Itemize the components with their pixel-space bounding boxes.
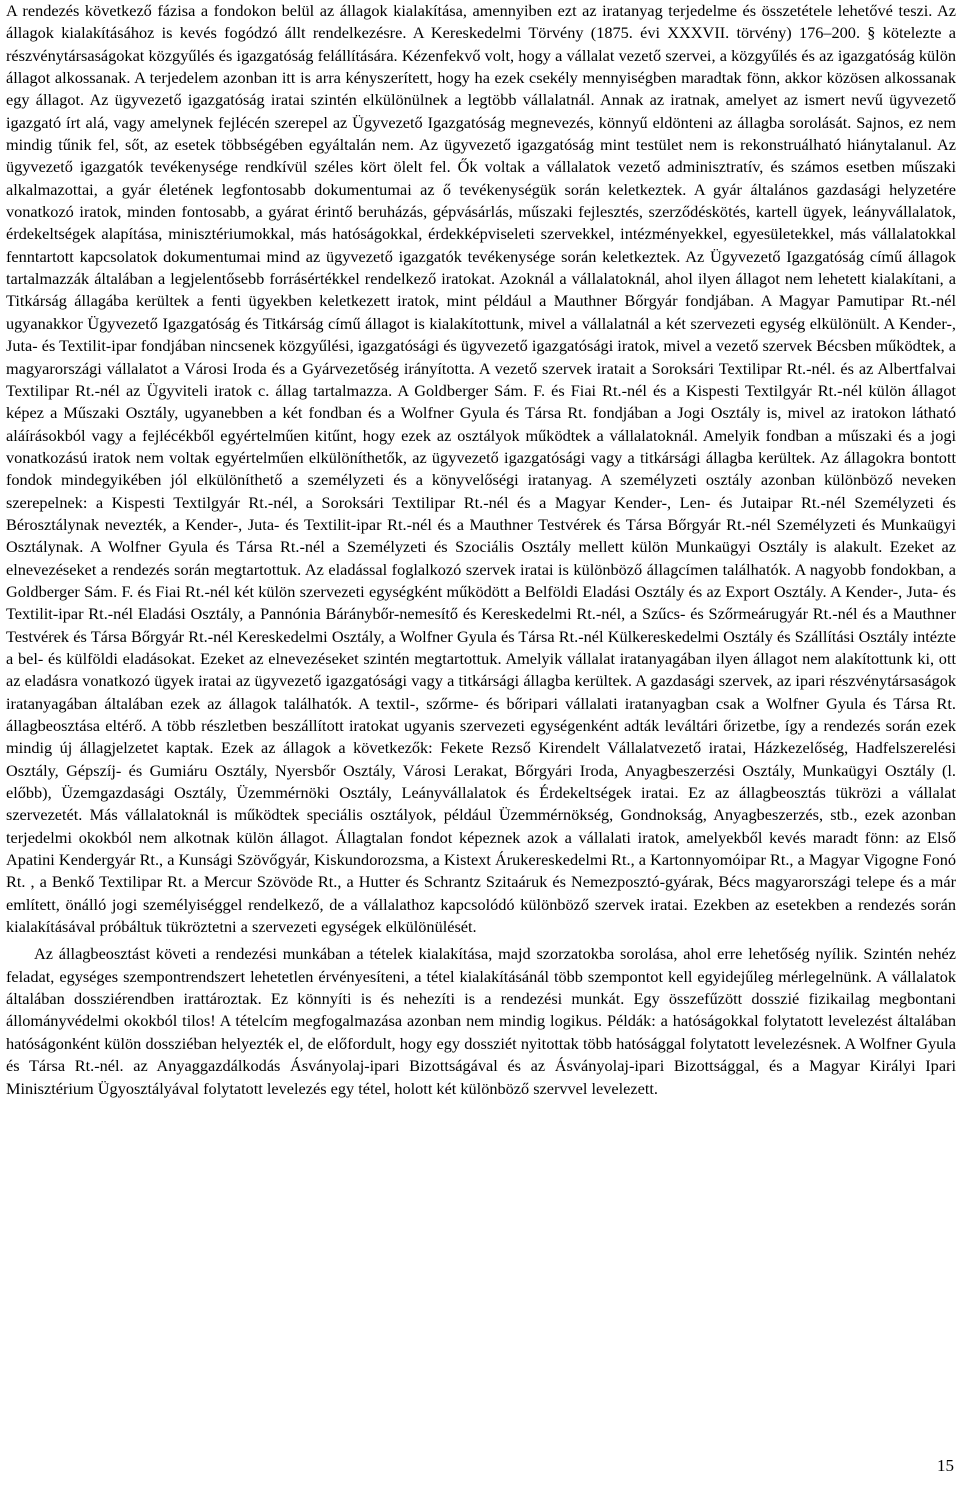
page-number: 15 xyxy=(937,1456,954,1475)
paragraph-1: A rendezés következő fázisa a fondokon belül az állagok kialakítása, amennyiben ezt az iratanyag terjedelme és összetétele lehetővé teszi. Az állagok kialakításához is kevés fogódzó állt rendelkezésre. A Kereskedelmi Törvény (1875. évi XXXVII. törvény) 176–200. § kötelezte a részvénytársaságokat közgyűlés és igazgatóság felállítására. Kézenfekvő volt, hogy a vállalat vezető szervei, a közgyűlés és az igazgatóság külön állagot alkossanak. A terjedelem azonban itt is arra kényszerített, hogy ha ezek csekély mennyiségben maradtak fönn, akkor közösen alkossanak egy állagot. Az ügyvezető igazgatóság iratai szintén elkülönülnek a legtöbb vállalatnál. Annak az iratnak, amelyet az ismert nevű ügyvezető igazgató írt alá, vagy amelynek fejlécén szerepel az Ügyvezető Igazgatóság megnevezés, könnyű eldönteni az állagba sorolását. Sajnos, ez nem mindig tűnik fel, sőt, az esetek többségében egyáltalán nem. Az ügyvezető igazgatóság mint testület nem is rekonstruálható hiánytalanul. Az ügyvezető igazgatók tevékenysége rendkívül széles kört ölelt fel. Ők voltak a vállalatok vezető adminisztratív, és számos esetben műszaki alkalmazottai, a gyár életének legfontosabb dokumentumai az ő tevékenységük során keletkeztek. A gyár általános gazdasági helyzetére vonatkozó iratok, minden fontosabb, a gyárat érintő beruházás, gépvásárlás, műszaki fejlesztés, szerződéskötés, kartell ügyek, leányvállalatok, érdekeltségek alapítása, minisztériumokkal, más hatóságokkal, érdekképviseleti szervekkel, intézményekkel, egyesületekkel, más vállalatokkal fenntartott kapcsolatok dokumentumai mind az ügyvezető igazgatók tevékenysége során keletkeztek. Az Ügyvezető Igazgatóság című állagok tartalmazzák általában a legjelentősebb forrásértékkel rendelkező iratokat. Azoknál a vállalatoknál, ahol ilyen állagot nem lehetett kialakítani, a Titkárság állagába kerültek a fenti ügyekben keletkezett iratok, mint például a Mauthner Bőrgyár fondjában. A Magyar Pamutipar Rt.-nél ugyanakkor Ügyvezető Igazgatóság és Titkárság című állagot is kialakítottunk, mivel a vállalatnál a két szervezeti egység elkülönült. A Kender-, Juta- és Textilit-ipar fondjában nincsenek közgyűlési, igazgatósági és ügyvezető igazgatósági iratok, mivel a vezető szervek Bécsben működtek, a magyarországi vállalatot a Városi Iroda és a Gyárvezetőség irányította. A vezető szervek iratait a Soroksári Textilipar Rt.-nél. és az Albertfalvai Textilipar Rt.-nél az Ügyviteli iratok c. állag tartalmazza. A Goldberger Sám. F. és Fiai Rt.-nél és a Kispesti Textilgyár Rt.-nél külön állagot képez a Műszaki Osztály, ugyanebben a két fondban és a Wolfner Gyula és Társa Rt. fondjában a Jogi Osztály is, mivel az iratokon látható aláírásokból vagy a fejlécékből egyértelműen kitűnt, hogy ezek az osztályok működtek a vállalatoknál. Amelyik fondban a műszaki és a jogi vonatkozású iratok nem voltak egyértelműen elkülöníthetők, az ügyvezető igazgatósági vagy a titkársági állagba kerültek. Az állagokra bontott fondok mindegyikében jól elkülöníthető a személyzeti és a könyvelőségi iratanyag. A személyzeti osztály azonban különböző neveken szerepelnek: a Kispesti Textilgyár Rt.-nél, a Soroksári Textilipar Rt.-nél és a Magyar Kender-, Len- és Jutaipar Rt.-nél Személyzeti és Bérosztálynak nevezték, a Kender-, Juta- és Textilit-ipar Rt.-nél és a Mauthner Testvérek és Társa Bőrgyár Rt.-nél Személyzeti és Munkaügyi Osztálynak. A Wolfner Gyula és Társa Rt.-nél a Személyzeti és Szociális Osztály mellett külön Munkaügyi Osztály is alakult. Ezeket az elnevezéseket a rendezés során megtartottuk. Az eladással foglalkozó szervek iratai is különböző állagcímen találhatók. A nagyobb fondokban, a Goldberger Sám. F. és Fiai Rt.-nél két külön szervezeti egységként működött a Belföldi Eladási Osztály és az Export Osztály. A Kender-, Juta- és Textilit-ipar Rt.-nél Eladási Osztály, a Pannónia Báránybőr-nemesítő és Kereskedelmi Rt.-nél, a Szűcs- és Szőrmeárugyár Rt.-nél és a Mauthner Testvérek és Társa Bőrgyár Rt.-nél Kereskedelmi Osztály, a Wolfner Gyula és Társa Rt.-nél Külkereskedelmi Osztály és Szállítási Osztály intézte a bel- és külföldi eladásokat. Ezeket az elnevezéseket szintén megtartottuk. Amelyik vállalat iratanyagában ilyen állagot nem alakítottunk ki, ott az eladásra vonatkozó ügyek iratai az ügyvezető igazgatósági vagy a titkársági állagba kerültek. A gazdasági szervek, az ipari részvénytársaságok iratanyagában általában ezek az állagok találhatók. A textil-, szőrme- és bőripari vállalati iratanyagban csak a Wolfner Gyula és Társa Rt. állagbeosztása eltérő. A több részletben beszállított iratokat ugyanis szervezeti egységenként adták leváltári őrizetbe, így a rendezés során ezek mindig új állagjelzetet kaptak. Ezek az állagok a következők: Fekete Rezső Kirendelt Vállalatvezető iratai, Házkezelőség, Hadfelszerelési Osztály, Gépszíj- és Gumiáru Osztály, Nyersbőr Osztály, Városi Lerakat, Bőrgyári Iroda, Anyagbeszerzési Osztály, Munkaügyi Osztály (l. előbb), Üzemgazdasági Osztály, Üzemmérnöki Osztály, Leányvállalatok és Érdekeltségek iratai. Ez az állagbeosztás tükrözi a vállalat szervezetét. Más vállalatoknál is működtek speciális osztályok, például Üzemmérnökség, Gondnokság, Anyagbeszerzés, stb., ezek azonban terjedelmi okokból nem alkotnak külön állagot. Állagtalan fondot képeznek azok a vállalati iratok, amelyekből kevés maradt fönn: az Első Apatini Kendergyár Rt., a Kunsági Szövőgyár, Kiskundorozsma, a Kistext Árukereskedelmi Rt., a Kartonnyomóipar Rt., a Magyar Vigogne Fonó Rt. , a Benkő Textilipar Rt. a Mercur Szövöde Rt., a Hutter és Schrantz Szitaáruk és Nemezposztó-gyárak, Bécs magyarországi telepe és a már említett, önálló jogi személyiséggel rendelkező, de a vállalathoz kapcsolódó különböző szervek iratai. Ezekben az esetekben a rendezés során kialakításával próbáltuk tükröztetni a szervezeti egységek elkülönülését. xyxy=(6,1,956,937)
document-page xyxy=(6,0,956,1100)
paragraph-2: Az állagbeosztást követi a rendezési munkában a tételek kialakítása, majd szorzatokba sorolása, ahol erre lehetőség nyílik. Szintén nehéz feladat, egységes szempontrendszert lehetetlen érvényesíteni, a tétel kialakításánál több szempontot kell egyidejűleg mérlegelnünk. A vállalatok általában dossziérendben irattároztak. Ez könnyíti is és nehezíti is a rendezési munkát. Egy összefűzött dosszié fizikailag megbontani állományvédelmi okokból tilos! A tételcím megfogalmazása azonban nem mindig logikus. Példák: a hatóságokkal folytatott levelezést általában hatóságonként külön dossziéban helyezték el, de előfordult, hogy egy dossziét nyitottak több hatósággal folytatott levelezésnek. A Wolfner Gyula és Társa Rt.-nél. az Anyaggazdálkodás Ásványolaj-ipari Bizottságával és az Ásványolaj-ipari Bizottsággal, és a Magyar Királyi Ipari Minisztérium Ügyosztályával folytatott levelezés egy tétel, holott két különböző szervvel levelezett. xyxy=(6,944,956,1098)
